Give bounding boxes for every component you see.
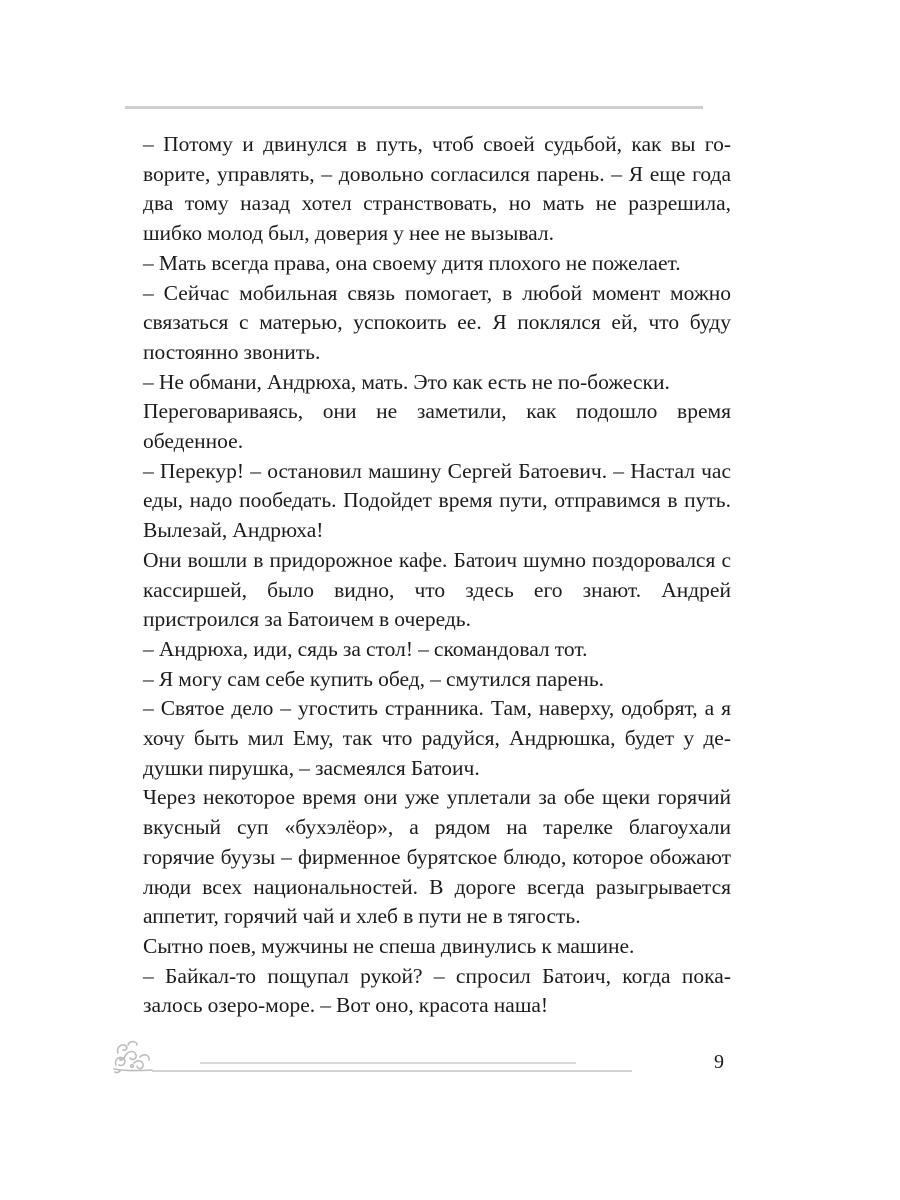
paragraph-12: Сытно поев, мужчины не спеша двинулись к машине. — [143, 933, 635, 958]
footer-rule-upper — [200, 1062, 576, 1064]
page-number: 9 — [714, 1051, 724, 1073]
header-rule — [125, 106, 703, 109]
paragraph-5: Переговариваясь, они не заметили, как подошло время обеденное. — [143, 399, 731, 454]
paragraph-10: – Святое дело – угостить странника. Там, наверху, одобрят, а я хочу быть мил Ему, так что радуйся, Андрюшка, будет у дедушки пирушка, – засмеялся Батоич. — [143, 696, 731, 780]
paragraph-7: Они вошли в придорожное кафе. Батоич шумно поздоровался с кассиршей, было видно, что здесь его знают. Андрей пристроился за Батоичем в очередь. — [143, 547, 731, 632]
floral-ornament-icon — [110, 1035, 154, 1075]
footer-rule-lower — [152, 1070, 632, 1072]
paragraph-1: – Потому и двинулся в путь, чтоб своей судьбой, как вы говорите, управлять, – довольно согласился парень. – Я еще года два тому назад хотел странствовать, но мать не разрешила, шибко молод был, доверия у нее не вызывал. — [143, 132, 731, 246]
paragraph-11: Через некоторое время они уже уплетали за обе щеки горячий вкусный суп «бухэлёор», а рядом на тарелке благоухали горячие буузы – фирменное бурятское блюдо, которое обожают люди всех национальностей. В дороге всегда разыгрывается аппетит, горячий чай и хлеб в пути не в тягость. — [143, 785, 731, 929]
paragraph-13: – Байкал-то пощупал рукой? – спросил Батоич, когда показалось озеро-море. – Вот оно, красота наша! — [143, 963, 731, 1018]
paragraph-9: – Я могу сам себе купить обед, – смутился парень. — [143, 666, 605, 691]
paragraph-8: – Андрюха, иди, сядь за стол! – скомандовал тот. — [143, 636, 588, 661]
paragraph-3: – Сейчас мобильная связь помогает, в любой момент можно связаться с матерью, успокоить ее. Я поклялся ей, что буду постоянно звонить. — [143, 280, 731, 364]
paragraph-2: – Мать всегда права, она своему дитя плохого не пожелает. — [143, 250, 681, 275]
paragraph-4: – Не обмани, Андрюха, мать. Это как есть не по-божески. — [143, 369, 670, 394]
body-text — [143, 130, 731, 1021]
paragraph-6: – Перекур! – остановил машину Сергей Батоевич. – Настал час еды, надо пообедать. Подойдет время пути, отправимся в путь. Вылезай, Андрюха! — [143, 458, 731, 543]
